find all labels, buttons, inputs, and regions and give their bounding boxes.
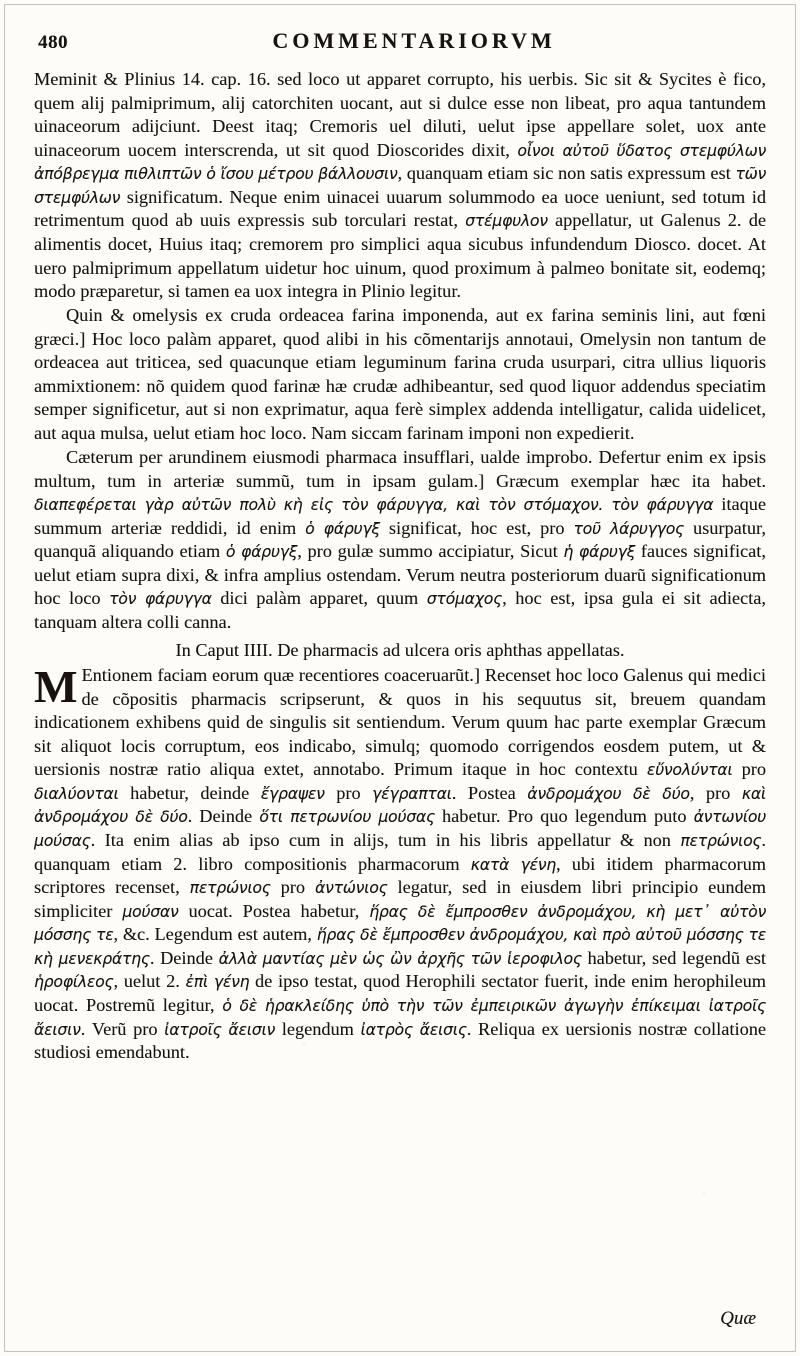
- greek-quotation: τὸν φάρυγγα: [611, 496, 714, 515]
- greek-quotation: ἥρας δὲ ἔμπροσθεν ἀνδρομάχου, καὶ πρὸ αὐτοῦ μόσσης τε κὴ μενεκράτης: [34, 926, 766, 968]
- latin-text: , pro: [689, 782, 742, 803]
- greek-quotation: ἀντώνιος: [315, 879, 388, 898]
- greek-quotation: ὁ φάρυγξ: [225, 543, 298, 562]
- latin-text: , hoc est, ipsa gula ei sit adiecta, tanquam altera colli canna.: [34, 588, 766, 632]
- latin-text: significatum. Neque enim uinacei uuarum solummodo ea uoce ueniunt, sed totum id retrimentum quod ab uuis expressis sub torculari restat,: [34, 186, 766, 231]
- latin-text: uocat. Postea habetur,: [178, 900, 370, 921]
- greek-quotation: καὶ ἀνδρομάχου δὲ δύο: [34, 784, 766, 827]
- latin-text: habetur, sed legendũ est: [581, 947, 766, 968]
- greek-quotation: οἶνοι αὐτοῦ ὕδατος στεμφύλων ἀπόβρεγμα πιθλιπτῶν ὁ ἴσου μέτρου βάλλουσιν: [34, 141, 766, 184]
- greek-quotation: ἐπὶ γένη: [185, 973, 250, 992]
- latin-text: . Postea: [451, 782, 528, 803]
- page-header: [34, 28, 766, 62]
- latin-text: Entionem faciam eorum quæ recentiores coaceruarũt.] Recenset hoc loco Galenus qui medici de cõpositis pharmacis scripserunt, & quos in his sequutus sit, breuem quandam indicationem exhibens quid de singulis sit sentiendum. Verum quum hac parte exemplar Græcum sit aliquot locis corruptum, eos indicabo, simulq; quomodo corrigendos eosdem putem, ut & uersionis nostræ ratio aliqua extet, annotabo. Primum itaque in hoc contextu: [34, 665, 766, 780]
- latin-text: Quin & omelysis ex cruda ordeacea farina imponenda, aut ex farina seminis lini, aut fœni græci.] Hoc loco palàm apparet, quod alibi in his cõmentarijs annotaui, Omelysin non tantum de ordeacea aut triticea, sed quacunque etiam leguminum farina cruda usurpari, citra ullius liquoris ammixtionem: nõ quidem quod farinæ hæ crudæ adhibeantur, sed quod liquor addendus speciatim semper significetur, aut si non exprimatur, aqua ferè simplex addenda intelligatur, calida uidelicet, aut aqua mulsa, uelut etiam hoc loco. Nam siccam farinam imponi non expedierit.: [34, 305, 766, 443]
- latin-text: significat, hoc est, pro: [379, 517, 574, 538]
- paragraph-3: [34, 446, 766, 635]
- latin-text: . Deinde: [149, 947, 219, 968]
- latin-text: fauces significat, uelut etiam supra dixi, & infra amplius ostendam. Verum neutra posteriorum duarũ significationum hoc loco: [34, 541, 767, 609]
- paragraph-1: [34, 68, 766, 304]
- greek-quotation: τῶν στεμφύλων: [34, 165, 766, 207]
- latin-text: usurpatur, quanquã aliquando etiam: [34, 517, 767, 562]
- latin-text: , quanquam etiam sic non satis expressum est: [397, 163, 736, 184]
- greek-quotation: ὁ δὲ ἡρακλείδης ὑπὸ τὴν τῶν ἐμπειρικῶν ἀγωγὴν ἐπίκειμαι ἰατροῖς ἄεισιν: [34, 996, 766, 1039]
- latin-text: Cæterum per arundinem eiusmodi pharmaca insufflari, ualde improbo. Defertur enim ex ipsis multum, tum in arteriæ summũ, tum in ipsam gulam.] Græcum exemplar hæc ita habet.: [34, 447, 766, 491]
- greek-quotation: διαλύονται: [34, 784, 119, 803]
- latin-text: . Deinde: [187, 806, 260, 827]
- latin-text: habetur. Pro quo legendum puto: [434, 806, 694, 827]
- greek-quotation: ἔγραψεν: [260, 784, 325, 803]
- paragraph-2: [34, 304, 766, 445]
- greek-quotation: εὔνολύνται: [646, 761, 733, 780]
- latin-text: legatur, sed in eiusdem libri principio eundem simpliciter: [34, 877, 766, 921]
- latin-text: , uelut 2.: [113, 971, 186, 992]
- chapter-body: [34, 661, 767, 1065]
- latin-text: , pro gulæ summo accipiatur, Sicut: [297, 541, 564, 562]
- latin-text: itaque summum arteriæ reddidi, id enim: [34, 494, 766, 538]
- greek-quotation: ἀλλὰ μαντίας μὲν ὡς ὢν ἀρχῆς τῶν ἱεροφιλος: [218, 949, 582, 968]
- greek-quotation: ἀντωνίου μούσας: [34, 808, 766, 850]
- latin-text: [603, 494, 611, 514]
- running-title: COMMENTARIORVM: [272, 28, 556, 53]
- greek-quotation: ἡ φάρυγξ: [563, 543, 636, 562]
- latin-text: appellatur, ut Galenus 2. de alimentis docet, Huius itaq; cremorem pro simplici aqua sicubus infundendum Diosco. docet. At uero palmiprimum appellatum uidetur hoc uinum, quod proximum à palmeo bonitate sit, eodemq; modo præparetur, si tamen ea uox integra in Plinio legitur.: [34, 210, 766, 302]
- greek-quotation: ἀνδρομάχου δὲ δύο: [527, 784, 690, 803]
- latin-text: pro: [732, 759, 766, 780]
- greek-quotation: ἡροφίλεος: [34, 973, 114, 992]
- drop-cap: M: [34, 661, 78, 713]
- chapter-heading: In Caput IIII. De pharmacis ad ulcera oris aphthas appellatas.: [175, 639, 625, 660]
- folio-number: 480: [38, 32, 68, 53]
- latin-text: legendum: [275, 1018, 361, 1039]
- chapter-body-text: [34, 661, 767, 1063]
- latin-text: dici palàm apparet, quum: [211, 588, 427, 609]
- greek-quotation: ἰατρὸς ἄεισις: [360, 1020, 467, 1039]
- greek-quotation: ἰατροῖς ἄεισιν: [164, 1020, 276, 1039]
- greek-quotation: κατὰ γένη: [470, 855, 556, 874]
- greek-quotation: πετρώνιος: [189, 879, 271, 898]
- latin-text: . Verũ pro: [80, 1018, 165, 1039]
- latin-text: , &c. Legendum est autem,: [113, 924, 317, 945]
- greek-quotation: ὁ φάρυγξ: [305, 519, 380, 538]
- greek-quotation: τὸν φάρυγγα: [109, 590, 212, 609]
- latin-text: habetur, deinde: [118, 782, 261, 803]
- greek-quotation: ὅτι πετρωνίου μούσας: [259, 808, 435, 827]
- greek-quotation: γέγραπται: [372, 784, 452, 803]
- latin-text: pro: [270, 877, 315, 898]
- greek-quotation: ἥρας δὲ ἔμπροσθεν ἀνδρομάχου, κὴ μετ᾽ αὐτὸν μόσσης τε: [34, 902, 767, 945]
- latin-text: . Reliqua ex uersionis nostræ collatione studiosi emendabunt.: [34, 1018, 766, 1063]
- greek-quotation: στέμφυλον: [465, 212, 548, 231]
- latin-text: . quanquam etiam 2. libro compositionis pharmacorum: [34, 830, 766, 874]
- latin-text: . Ita enim alias ab ipso cum in alijs, tum in his libris appellatur & non: [90, 830, 681, 850]
- latin-text: pro: [324, 782, 373, 803]
- latin-text: de ipso testat, quod Herophili sectator fuerit, inde enim herophileum uocat. Postremũ legitur,: [34, 971, 766, 1015]
- greek-quotation: στόμαχος: [426, 590, 503, 609]
- page-body: [34, 68, 766, 1065]
- latin-text: Meminit & Plinius 14. cap. 16. sed loco ut apparet corrupto, his uerbis. Sic sit & Sycites è fico, quem alij palmiprimum, alij catorchiten uocant, aut si dulce esse non libeat, pro aqua tantundem uinaceorum adijciunt. Deest itaq; Cremoris uel diluti, uelut ipse appellare solet, uox ante uinaceorum uocem interscrenda, ut sit quod Dioscorides dixit,: [34, 69, 766, 160]
- greek-quotation: μούσαν: [122, 902, 179, 921]
- catchword: Quæ: [720, 1308, 756, 1329]
- greek-quotation: πετρώνιος: [680, 832, 762, 850]
- greek-quotation: διαπεφέρεται γὰρ αὐτῶν πολὺ κὴ εἰς τὸν φάρυγγα, καὶ τὸν στόμαχον.: [34, 496, 604, 515]
- greek-quotation: τοῦ λάρυγγος: [573, 519, 684, 538]
- latin-text: , ubi itidem pharmacorum scriptores recenset,: [34, 853, 766, 898]
